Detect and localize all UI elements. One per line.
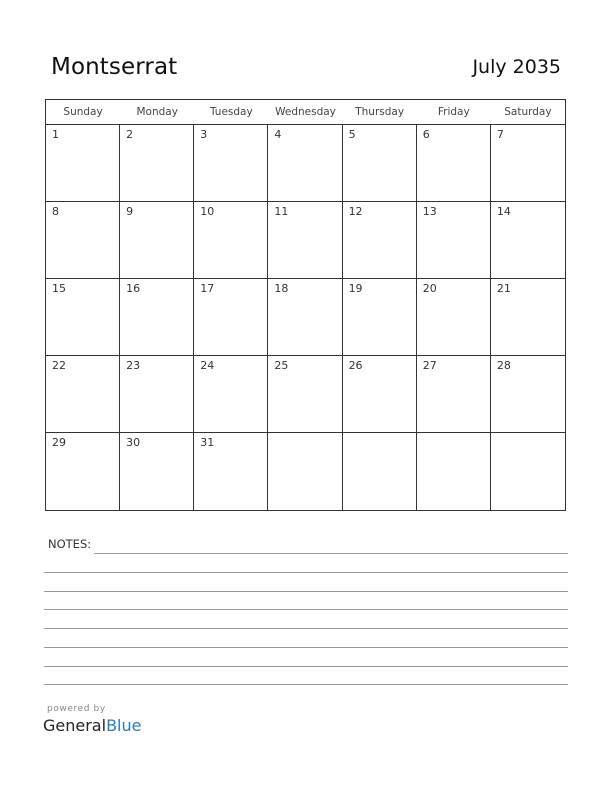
weekday-friday: Friday xyxy=(437,106,470,118)
day-cell: 18 xyxy=(268,279,342,356)
brand-general: General xyxy=(43,716,107,735)
notes-label: NOTES: xyxy=(48,537,92,551)
day-cell: 21 xyxy=(491,279,565,356)
month-year: July 2035 xyxy=(472,56,561,78)
day-cell xyxy=(417,433,491,510)
day-cell: 28 xyxy=(491,356,565,433)
day-cell: 25 xyxy=(268,356,342,433)
day-cell: 7 xyxy=(491,125,565,202)
notes-line xyxy=(44,609,568,610)
day-cell xyxy=(343,433,417,510)
weekday-tuesday: Tuesday xyxy=(209,106,253,118)
notes-line xyxy=(44,684,568,685)
weekday-header-row xyxy=(46,100,565,125)
notes-line xyxy=(94,553,568,554)
day-cell: 11 xyxy=(268,202,342,279)
day-cell: 3 xyxy=(194,125,268,202)
day-cell: 9 xyxy=(120,202,194,279)
notes-line xyxy=(44,572,568,573)
day-cell: 26 xyxy=(343,356,417,433)
day-cell: 15 xyxy=(46,279,120,356)
day-cell: 10 xyxy=(194,202,268,279)
calendar-grid xyxy=(45,99,566,511)
day-cell: 14 xyxy=(491,202,565,279)
day-cell: 30 xyxy=(120,433,194,510)
page-title: Montserrat xyxy=(51,54,178,80)
weekday-monday: Monday xyxy=(136,106,178,118)
day-cell xyxy=(491,433,565,510)
brand-logo xyxy=(43,716,141,735)
day-cell: 20 xyxy=(417,279,491,356)
day-cell: 2 xyxy=(120,125,194,202)
weekday-saturday: Saturday xyxy=(504,106,552,118)
weekday-thursday: Thursday xyxy=(355,106,405,118)
day-cell: 13 xyxy=(417,202,491,279)
day-cell: 8 xyxy=(46,202,120,279)
day-cell: 17 xyxy=(194,279,268,356)
notes-line xyxy=(44,628,568,629)
day-cell: 29 xyxy=(46,433,120,510)
day-cell: 19 xyxy=(343,279,417,356)
day-cell: 16 xyxy=(120,279,194,356)
day-cell: 4 xyxy=(268,125,342,202)
day-cell: 12 xyxy=(343,202,417,279)
powered-by-text: powered by xyxy=(47,704,106,714)
day-cell: 1 xyxy=(46,125,120,202)
notes-line xyxy=(44,591,568,592)
weekday-wednesday: Wednesday xyxy=(275,106,336,118)
day-cell: 27 xyxy=(417,356,491,433)
day-cell: 5 xyxy=(343,125,417,202)
day-cell: 31 xyxy=(194,433,268,510)
day-cell: 23 xyxy=(120,356,194,433)
day-cell xyxy=(268,433,342,510)
days-grid xyxy=(46,125,565,510)
day-cell: 24 xyxy=(194,356,268,433)
weekday-sunday: Sunday xyxy=(63,106,103,118)
notes-line xyxy=(44,666,568,667)
notes-line xyxy=(44,647,568,648)
day-cell: 6 xyxy=(417,125,491,202)
day-cell: 22 xyxy=(46,356,120,433)
brand-blue: Blue xyxy=(106,716,142,735)
